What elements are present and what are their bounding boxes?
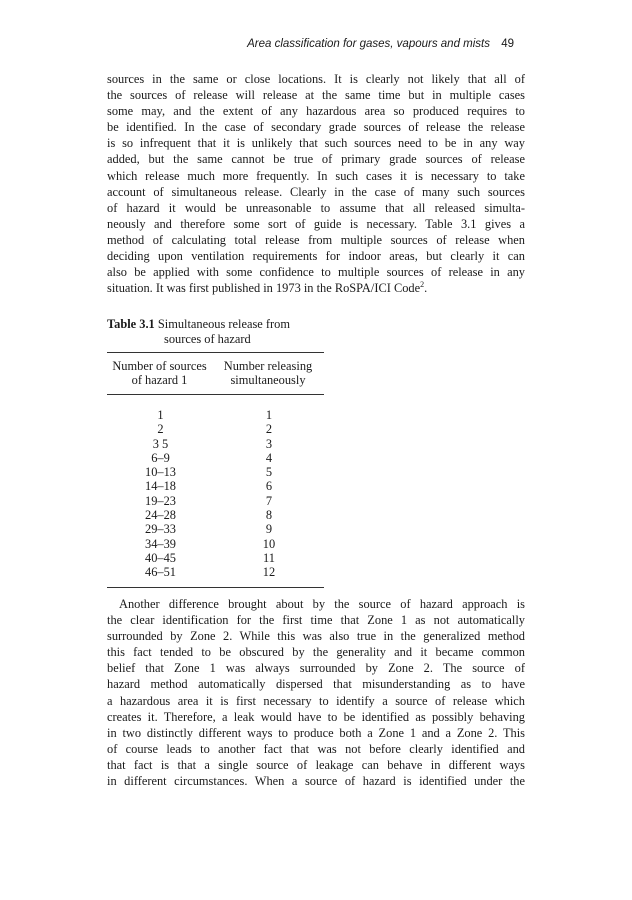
cell-releasing: 7	[265, 493, 273, 508]
paragraph-line: in different circumstances. When a source of hazard is identified under the	[107, 774, 525, 789]
column-header-sources-line1: Number of sources	[112, 359, 207, 373]
table-body	[107, 408, 324, 580]
paragraph-line: belief that Zone 1 was always surrounded by Zone 2. The source of	[107, 661, 525, 676]
running-header-title: Area classification for gases, vapours and mists	[247, 38, 490, 50]
cell-sources: 3 5	[152, 436, 169, 451]
paragraph-line: of hazard it would be unreasonable to assume that all released simulta-	[107, 200, 525, 215]
cell-sources: 46–51	[145, 565, 176, 580]
paragraph-line: be identified. In the case of secondary grade sources of release the release	[107, 120, 525, 135]
paragraph-1	[107, 71, 525, 296]
paragraph-last-line-end: .	[424, 281, 428, 296]
cell-releasing: 4	[265, 450, 273, 465]
paragraph-line: that fact is that a single source of leakage can behave in different ways	[107, 757, 525, 772]
table-header-row	[107, 359, 324, 387]
table-row	[107, 522, 324, 536]
table-row	[107, 408, 324, 422]
running-header	[247, 38, 514, 50]
page-number: 49	[501, 38, 514, 50]
paragraph-line: this fact tended to be obscured by the generality and it became common	[107, 645, 525, 660]
column-header-sources	[107, 359, 212, 387]
table-3-1	[107, 317, 324, 588]
paragraph-line: creates it. Therefore, a leak would have to be identified as possibly behaving	[107, 709, 525, 724]
paragraph-2	[107, 596, 525, 789]
table-row	[107, 565, 324, 579]
cell-sources: 14–18	[145, 479, 176, 494]
cell-sources: 6–9	[151, 450, 170, 465]
cell-releasing: 12	[262, 565, 276, 580]
paragraph-line: some may, and the extent of any hazardous area so produced requires to	[107, 104, 525, 119]
paragraph-line: neously and therefore some sort of guide is necessary. Table 3.1 gives a	[107, 216, 525, 231]
table-row	[107, 537, 324, 551]
cell-releasing: 3	[265, 436, 273, 451]
cell-releasing: 1	[265, 408, 273, 422]
paragraph-line: hazard method automatically dispersed that misunderstanding as to have	[107, 677, 525, 692]
paragraph-line: in two distinctly different ways to produce both a Zone 1 and a Zone 2. This	[107, 725, 525, 740]
cell-sources: 24–28	[145, 508, 176, 523]
cell-sources: 1	[157, 408, 164, 422]
cell-releasing: 5	[265, 465, 273, 480]
paragraph-line: deciding upon ventilation requirements for indoor areas, but clearly it can	[107, 249, 525, 264]
cell-releasing: 11	[263, 550, 275, 565]
paragraph-line: also be applied with some confidence to multiple sources of release in any	[107, 265, 525, 280]
paragraph-line: a hazardous area it is first necessary to identify a source of release which	[107, 693, 525, 708]
table-caption-label: Table 3.1	[107, 317, 155, 331]
table-caption-text-2: sources of hazard	[164, 332, 251, 346]
table-row	[107, 465, 324, 479]
cell-sources: 19–23	[145, 493, 176, 508]
paragraph-line: method of calculating total release from multiple sources of release when	[107, 232, 525, 247]
paragraph-line	[107, 280, 525, 296]
table-top-rule	[107, 352, 324, 353]
cell-releasing: 9	[265, 522, 273, 537]
paragraph-line: added, but the same cannot be true of primary grade sources of release	[107, 152, 525, 167]
column-header-releasing	[212, 359, 324, 387]
paragraph-line: Another difference brought about by the source of hazard approach is	[119, 597, 525, 611]
table-row	[107, 494, 324, 508]
table-caption-text-1: Simultaneous release from	[157, 317, 290, 331]
footnote-reference: 2	[420, 280, 425, 290]
paragraph-line: sources in the same or close locations. It is clearly not likely that all of	[107, 72, 525, 86]
paragraph-line: is so infrequent that it is unlikely that such sources need to be in any way	[107, 136, 525, 151]
paragraph-line: which release much more frequently. In such cases it is necessary to take	[107, 168, 525, 183]
cell-sources: 29–33	[145, 522, 176, 537]
table-row	[107, 451, 324, 465]
table-header-rule	[107, 394, 324, 395]
table-row	[107, 437, 324, 451]
table-row	[107, 422, 324, 436]
table-row	[107, 479, 324, 493]
table-row	[107, 551, 324, 565]
cell-sources: 40–45	[145, 550, 176, 565]
cell-releasing: 8	[265, 508, 273, 523]
cell-sources: 10–13	[145, 465, 176, 480]
cell-releasing: 2	[265, 422, 273, 437]
cell-sources: 2	[157, 422, 164, 437]
table-bottom-rule	[107, 587, 324, 588]
paragraph-line: of course leads to another fact that was not before clearly identified and	[107, 741, 525, 756]
column-header-releasing-line2: simultaneously	[230, 373, 306, 387]
paragraph-line: the sources of release will release at the same time but in multiple cases	[107, 88, 525, 103]
paragraph-line: account of simultaneous release. Clearly in the case of many such sources	[107, 184, 525, 199]
paragraph-last-line-text: situation. It was first published in 1973 in the RoSPA/ICI Code	[107, 281, 421, 296]
paragraph-line: the clear identification for the first time that Zone 1 as not automatically	[107, 613, 525, 628]
cell-releasing: 10	[262, 536, 276, 551]
cell-releasing: 6	[265, 479, 273, 494]
cell-sources: 34–39	[145, 536, 176, 551]
table-caption	[107, 317, 324, 347]
table-row	[107, 508, 324, 522]
column-header-sources-line2: of hazard 1	[131, 373, 188, 387]
paragraph-line: surrounded by Zone 2. While this was also true in the generalized method	[107, 629, 525, 644]
column-header-releasing-line1: Number releasing	[223, 359, 313, 373]
